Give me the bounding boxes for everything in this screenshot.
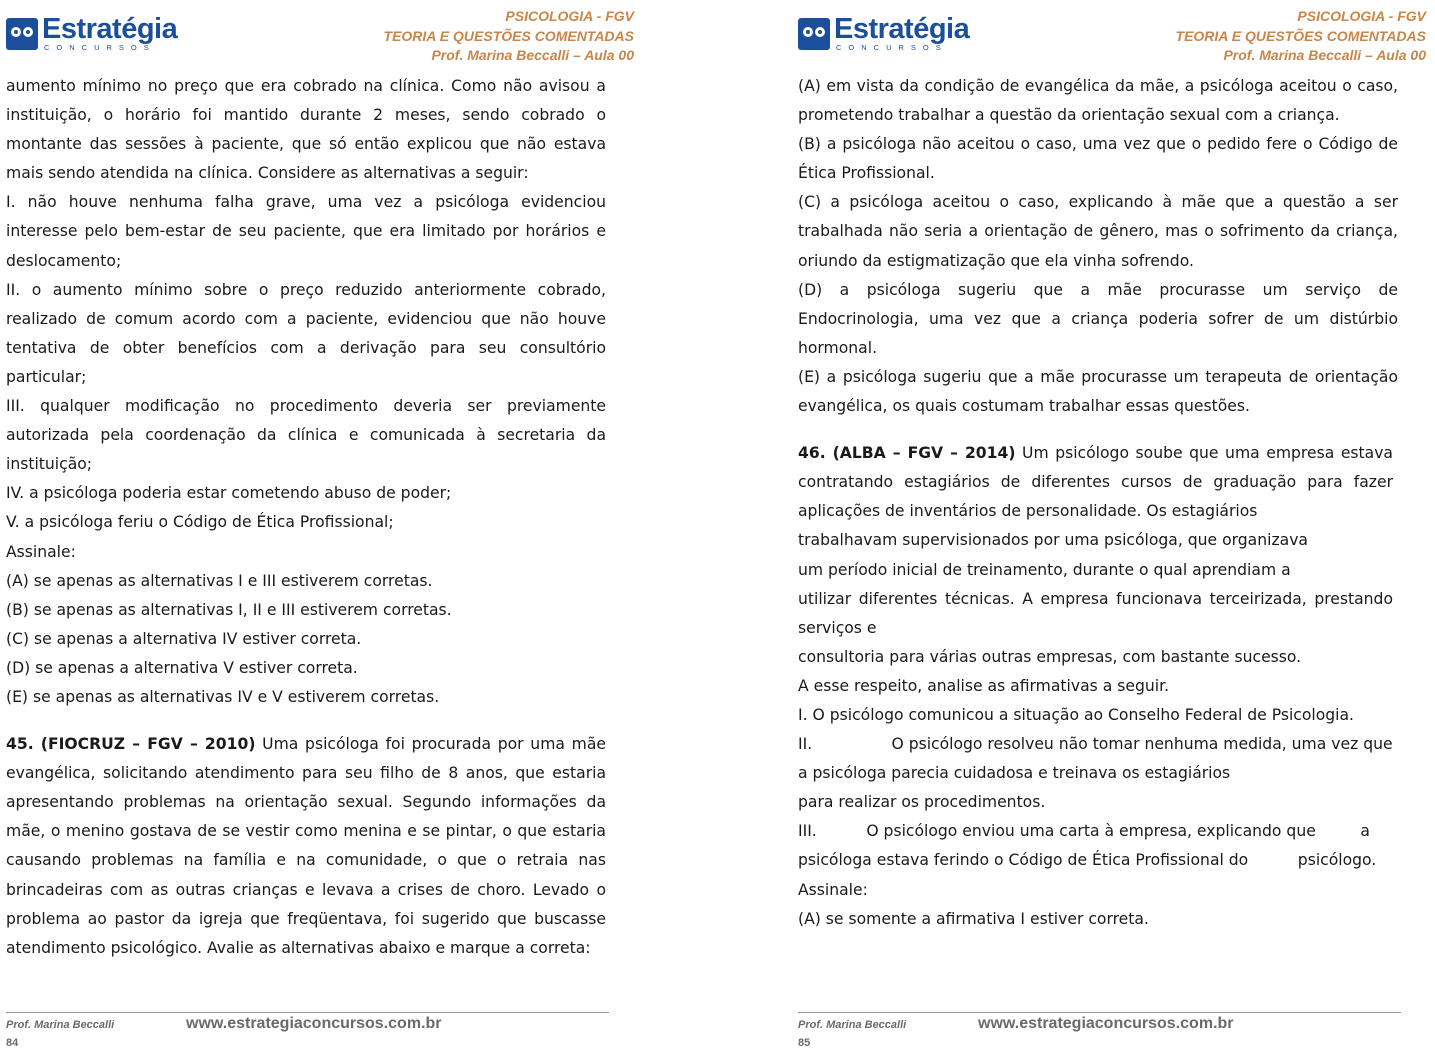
question-45-text: Uma psicóloga foi procurada por uma mãe evangélica, solicitando atendimento para seu filho de 8 anos, que estaria apresentando problemas na orientação sexual. Segundo informações da mãe, o menino gostava de se vestir como menina e se pintar, o que estaria causando problemas na família e na comunidade, o que o retraia nas brincadeiras com as outras crianças e levava a crises de choro. Levado o problema ao pastor da igreja que freqüentava, foi sugerido que buscasse atendimento psicológico. Avalie as alternativas abaixo e marque a correta: bbox=[6, 735, 606, 957]
option-a: (A) em vista da condição de evangélica da mãe, a psicóloga aceitou o caso, prometendo trabalhar a questão da orientação sexual com a criança. bbox=[798, 77, 1398, 125]
footer-author: Prof. Marina Beccalli bbox=[798, 1019, 907, 1031]
option-d: (D) se apenas a alternativa V estiver correta. bbox=[6, 658, 358, 677]
footer-url[interactable]: www.estrategiaconcursos.com.br bbox=[978, 1015, 1234, 1032]
paragraph-line: consultoria para várias outras empresas, com bastante sucesso. bbox=[798, 647, 1302, 666]
option-d: (D) a psicóloga sugeriu que a mãe procurasse um serviço de Endocrinologia, uma vez que a criança poderia sofrer de um distúrbio hormonal. bbox=[798, 280, 1398, 357]
header-course: TEORIA E QUESTÕES COMENTADAS bbox=[383, 27, 634, 44]
left-page bbox=[6, 0, 634, 1050]
question-46 bbox=[798, 439, 1393, 526]
left-content bbox=[6, 72, 606, 963]
paragraph-line: utilizar diferentes técnicas. A empresa funcionava terceirizada, prestando serviços e bbox=[798, 589, 1393, 637]
option-b: (B) a psicóloga não aceitou o caso, uma vez que o pedido fere o Código de Ética Profissional. bbox=[798, 135, 1398, 183]
estrategia-logo bbox=[798, 13, 970, 52]
footer-author: Prof. Marina Beccalli bbox=[6, 1019, 115, 1031]
paragraph: III. qualquer modificação no procedimento deveria ser previamente autorizada pela coordenação da clínica e comunicada à secretaria da instituição; bbox=[6, 397, 606, 474]
statement-iii: III. O psicólogo enviou uma carta à empresa, explicando que a psicóloga estava ferindo o Código de Ética Profissional do psicólogo. bbox=[798, 822, 1377, 870]
paragraph: I. não houve nenhuma falha grave, uma vez a psicóloga evidenciou interesse pelo bem-estar de seu paciente, que era limitado por horários e deslocamento; bbox=[6, 193, 606, 270]
header-course: TEORIA E QUESTÕES COMENTADAS bbox=[1175, 27, 1426, 44]
right-content bbox=[798, 72, 1398, 934]
page-header bbox=[384, 7, 634, 66]
logo-name: Estratégia bbox=[834, 13, 970, 45]
right-page bbox=[798, 0, 1426, 1050]
page-header bbox=[1176, 7, 1426, 66]
footer-divider bbox=[798, 1012, 1401, 1013]
footer-url[interactable]: www.estrategiaconcursos.com.br bbox=[186, 1015, 442, 1032]
header-subject: PSICOLOGIA - FGV bbox=[505, 8, 634, 24]
option-e: (E) se apenas as alternativas IV e V estiverem corretas. bbox=[6, 687, 440, 706]
option-a: (A) se apenas as alternativas I e III estiverem corretas. bbox=[6, 571, 433, 590]
header-lesson: Prof. Marina Beccalli – Aula 00 bbox=[431, 47, 634, 63]
logo-sub: CONCURSOS bbox=[836, 43, 948, 52]
paragraph-line: Assinale: bbox=[798, 880, 868, 899]
owl-logo-icon bbox=[798, 18, 830, 50]
page-number: 84 bbox=[6, 1037, 19, 1049]
statement-ii: II. O psicólogo resolveu não tomar nenhuma medida, uma vez que a psicóloga parecia cuidadosa e treinava os estagiários bbox=[798, 735, 1398, 783]
question-46-text: Um psicólogo soube que uma empresa estava contratando estagiários de diferentes cursos de graduação para fazer aplicações de inventários de personalidade. Os estagiários bbox=[798, 444, 1393, 521]
header-lesson: Prof. Marina Beccalli – Aula 00 bbox=[1223, 47, 1426, 63]
option-c: (C) se apenas a alternativa IV estiver correta. bbox=[6, 629, 362, 648]
footer-divider bbox=[6, 1012, 609, 1013]
paragraph-line: um período inicial de treinamento, durante o qual aprendiam a bbox=[798, 560, 1291, 579]
logo-name: Estratégia bbox=[42, 13, 178, 45]
paragraph-line: A esse respeito, analise as afirmativas a seguir. bbox=[798, 676, 1170, 695]
paragraph: II. o aumento mínimo sobre o preço reduzido anteriormente cobrado, realizado de comum acordo com a paciente, evidenciou que não houve tentativa de obter benefícios com a derivação para seu consultório particular; bbox=[6, 280, 606, 386]
paragraph-line: para realizar os procedimentos. bbox=[798, 793, 1046, 812]
paragraph: IV. a psicóloga poderia estar cometendo abuso de poder; bbox=[6, 484, 452, 503]
option-e: (E) a psicóloga sugeriu que a mãe procurasse um terapeuta de orientação evangélica, os quais costumam trabalhar essas questões. bbox=[798, 367, 1398, 416]
option-b: (B) se apenas as alternativas I, II e III estiverem corretas. bbox=[6, 600, 452, 619]
question-45 bbox=[6, 730, 606, 963]
page-number: 85 bbox=[798, 1037, 811, 1049]
estrategia-logo bbox=[6, 13, 178, 52]
question-46-heading: 46. (ALBA – FGV – 2014) bbox=[798, 444, 1016, 463]
logo-sub: CONCURSOS bbox=[44, 43, 156, 52]
option-a: (A) se somente a afirmativa I estiver correta. bbox=[798, 909, 1149, 928]
statement-i: I. O psicólogo comunicou a situação ao Conselho Federal de Psicologia. bbox=[798, 705, 1355, 724]
option-c: (C) a psicóloga aceitou o caso, explicando à mãe que a questão a ser trabalhada não seria a orientação de gênero, mas o sofrimento da criança, oriundo da estigmatização que ela vinha sofrendo. bbox=[798, 193, 1398, 270]
paragraph: Assinale: bbox=[6, 542, 76, 561]
header-subject: PSICOLOGIA - FGV bbox=[1297, 8, 1426, 24]
paragraph: aumento mínimo no preço que era cobrado na clínica. Como não avisou a instituição, o horário foi mantido durante 2 meses, sendo cobrado o montante das sessões à paciente, que só então explicou que não estava mais sendo atendida na clínica. Considere as alternativas a seguir: bbox=[6, 77, 606, 183]
owl-logo-icon bbox=[6, 18, 38, 50]
question-45-heading: 45. (FIOCRUZ – FGV – 2010) bbox=[6, 735, 256, 754]
paragraph-line: trabalhavam supervisionados por uma psicóloga, que organizava bbox=[798, 531, 1308, 550]
paragraph: V. a psicóloga feriu o Código de Ética Profissional; bbox=[6, 513, 394, 532]
